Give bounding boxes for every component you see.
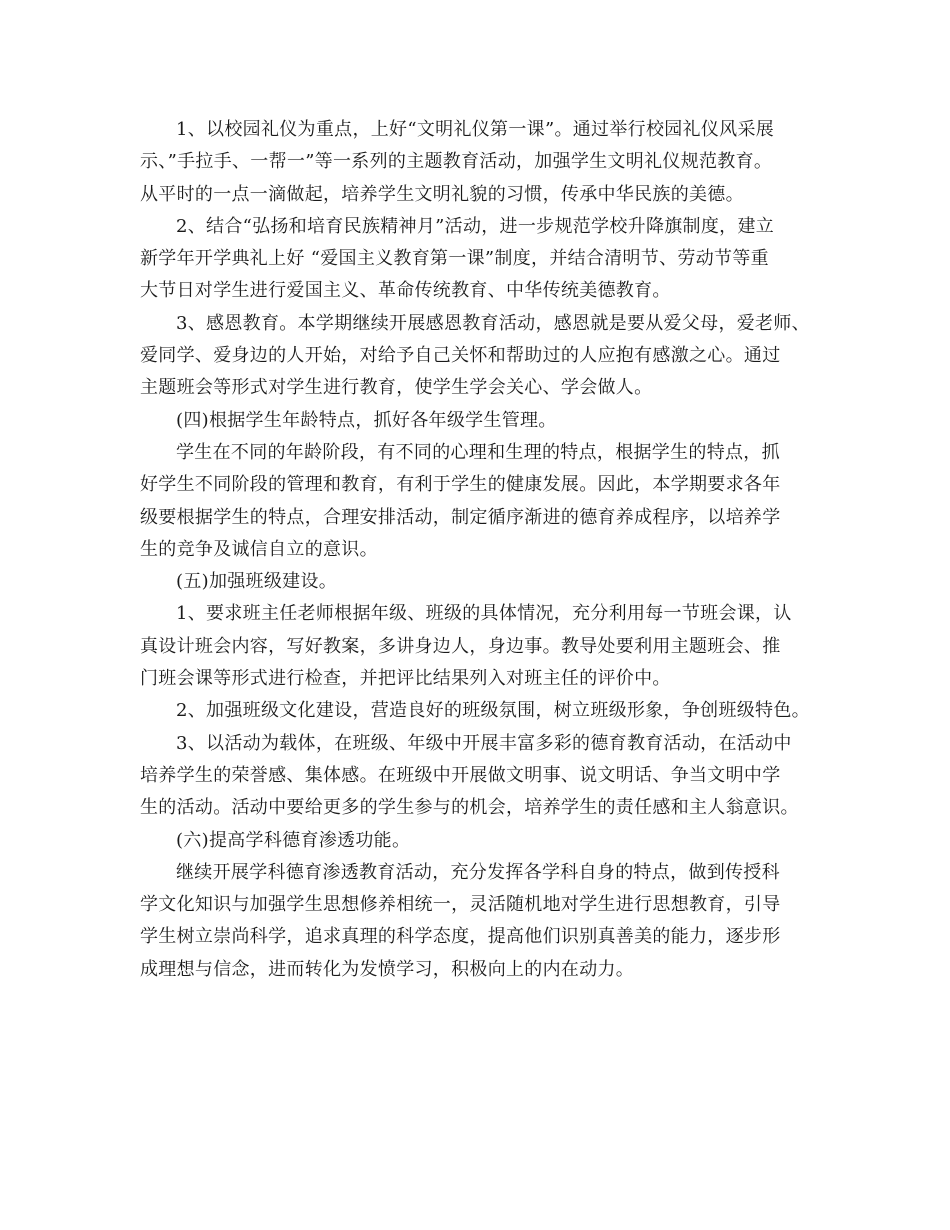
text-line: 新学年开学典礼上好 “爱国主义教育第一课”制度，并结合清明节、劳动节等重 xyxy=(140,248,769,270)
text-line: 生的活动。活动中要给更多的学生参与的机会，培养学生的责任感和主人翁意识。 xyxy=(140,797,799,819)
document-body xyxy=(140,114,820,986)
section-heading: (五)加强班级建设。 xyxy=(176,571,338,593)
text-line: 级要根据学生的特点，合理安排活动，制定循序渐进的德育养成程序，以培养学 xyxy=(140,506,781,528)
text-line: 3、以活动为载体，在班级、年级中开展丰富多彩的德育教育活动，在活动中 xyxy=(176,732,792,754)
text-line: 培养学生的荣誉感、集体感。在班级中开展做文明事、说文明话、争当文明中学 xyxy=(140,764,781,786)
text-line: 生的竞争及诚信自立的意识。 xyxy=(140,538,378,560)
text-line: 2、加强班级文化建设，营造良好的班级氛围，树立班级形象，争创班级特色。 xyxy=(176,700,810,722)
text-line: 3、感恩教育。本学期继续开展感恩教育活动，感恩就是要从爱父母，爱老师、 xyxy=(176,312,810,334)
text-line: 学文化知识与加强学生思想修养相统一，灵活随机地对学生进行思想教育，引导 xyxy=(140,894,781,916)
text-line: 成理想与信念，进而转化为发愤学习，积极向上的内在动力。 xyxy=(140,958,635,980)
section-heading: (四)根据学生年龄特点，抓好各年级学生管理。 xyxy=(176,409,557,431)
text-line: 主题班会等形式对学生进行教育，使学生学会关心、学会做人。 xyxy=(140,377,653,399)
text-line: 继续开展学科德育渗透教育活动，充分发挥各学科自身的特点，做到传授科 xyxy=(176,861,780,883)
text-line: 1、要求班主任老师根据年级、班级的具体情况，充分利用每一节班会课，认 xyxy=(176,603,792,625)
text-line: 学生树立崇尚科学，追求真理的科学态度，提高他们识别真善美的能力，逐步形 xyxy=(140,926,781,948)
text-line: 学生在不同的年龄阶段，有不同的心理和生理的特点，根据学生的特点，抓 xyxy=(176,441,780,463)
section-heading: (六)提高学科德育渗透功能。 xyxy=(176,829,411,851)
text-line: 爱同学、爱身边的人开始，对给予自己关怀和帮助过的人应抱有感激之心。通过 xyxy=(140,345,781,367)
text-line: 从平时的一点一滴做起，培养学生文明礼貌的习惯，传承中华民族的美德。 xyxy=(140,183,744,205)
text-line: 真设计班会内容，写好教案，多讲身边人，身边事。教导处要利用主题班会、推 xyxy=(140,635,781,657)
text-line: 好学生不同阶段的管理和教育，有利于学生的健康发展。因此，本学期要求各年 xyxy=(140,474,781,496)
text-line: 门班会课等形式进行检查，并把评比结果列入对班主任的评价中。 xyxy=(140,668,671,690)
text-line: 示、”手拉手、一帮一”等一系列的主题教育活动，加强学生文明礼仪规范教育。 xyxy=(140,151,773,173)
text-line: 2、结合“弘扬和培育民族精神月”活动，进一步规范学校升降旗制度，建立 xyxy=(176,215,775,237)
text-line: 1、以校园礼仪为重点，上好“文明礼仪第一课”。通过举行校园礼仪风采展 xyxy=(176,119,775,140)
text-line: 大节日对学生进行爱国主义、革命传统教育、中华传统美德教育。 xyxy=(140,280,671,302)
